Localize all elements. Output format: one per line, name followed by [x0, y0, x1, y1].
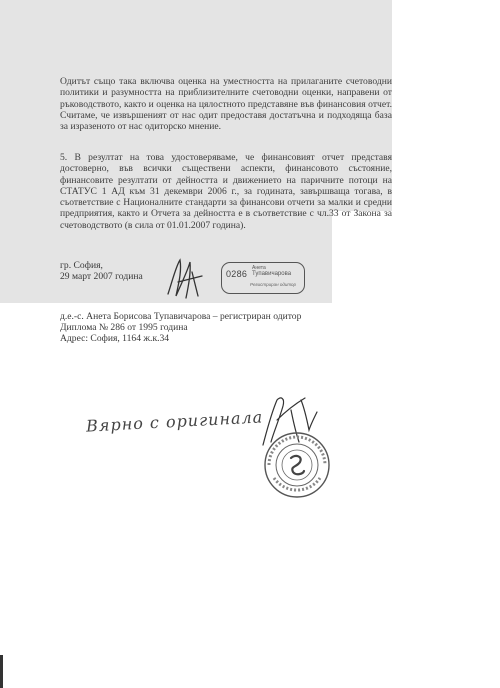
stamp-number: 0286 [226, 269, 248, 279]
stamp-name-last: Тупавичарова [252, 271, 292, 277]
auditor-registration-stamp [221, 262, 305, 294]
auditor-diploma: Диплома № 286 от 1995 година [60, 322, 188, 333]
auditor-address: Адрес: София, 1164 ж.к.34 [60, 333, 170, 344]
company-round-seal [262, 430, 332, 500]
signing-date: 29 март 2007 година [60, 271, 143, 282]
auditor-name: д.е.-с. Анета Борисова Тупавичарова – регистриран одитор [60, 311, 302, 322]
paragraph-audit-scope: Одитът също така включва оценка на уместността на прилаганите счетоводни политики и разумността на приблизителните счетоводни оценки, направени от ръководството, както и оценка на цялостното представяне във финансовия отчет. Считаме, че извършеният от нас одит предоставя достатъчна и подходяща база за изразеното от нас одиторско мнение. [60, 76, 392, 133]
paragraph-audit-opinion: 5. В резултат на това удостоверяваме, че финансовият отчет представя достоверно, във всички съществени аспекти, финансовото състояние, финансовите резултати от дейността и движението на паричните потоци на СТАТУС 1 АД към 31 декември 2006 г., за годината, завършваща тогава, в съответствие с Националните стандарти за финансови отчети за малки и средни предприятия, както и Отчета за дейността е в съответствие с чл.33 от Закона за счетоводството (в сила от 01.01.2007 година). [60, 152, 392, 231]
scan-edge-mark [0, 655, 3, 688]
stamp-name-first: Анета [252, 265, 266, 271]
auditor-signature [158, 252, 210, 302]
place-of-signing: гр. София, [60, 260, 103, 271]
stamp-registered-label: Регистриран одитор [250, 282, 297, 287]
handwritten-certification: Вярно с оригинала [85, 407, 264, 436]
